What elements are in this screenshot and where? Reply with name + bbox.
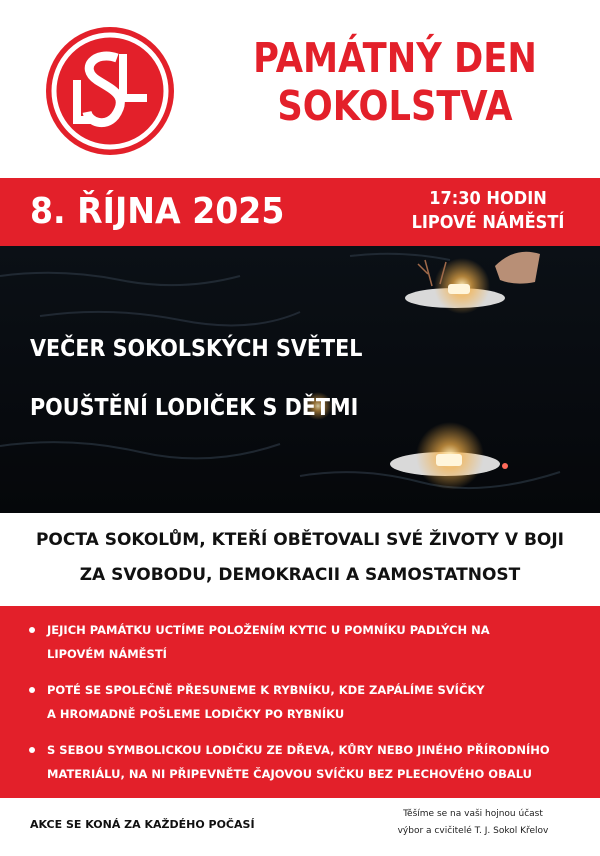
event-time: 17:30 HODIN: [429, 188, 547, 209]
title-line-2: SOKOLSTVA: [277, 82, 513, 130]
date-band: [0, 178, 600, 246]
list-item-line-1: POTÉ SE SPOLEČNĚ PŘESUNEME K RYBNÍKU, KDE ZAPÁLÍME SVÍČKY: [47, 683, 485, 697]
bullet-icon: [29, 747, 35, 753]
sokol-logo: [43, 24, 177, 158]
weather-note: AKCE SE KONÁ ZA KAŽDÉHO POČASÍ: [30, 818, 255, 831]
list-item-line-1: S SEBOU SYMBOLICKOU LODIČKU ZE DŘEVA, KŮRY NEBO JINÉHO PŘÍRODNÍHO: [47, 743, 550, 757]
banner-line-2: POUŠTĚNÍ LODIČEK S DĚTMI: [30, 395, 359, 421]
candle-boat-photo: [0, 246, 600, 513]
list-item-line-1: JEJICH PAMÁTKU UCTÍME POLOŽENÍM KYTIC U POMNÍKU PADLÝCH NA: [47, 623, 490, 637]
list-item-line-2: A HROMADNĚ POŠLEME LODIČKY PO RYBNÍKU: [47, 707, 345, 721]
thanks-line-2: výbor a cvičitelé T. J. Sokol Křelov: [397, 826, 549, 836]
list-item-line-2: LIPOVÉM NÁMĚSTÍ: [47, 647, 167, 661]
bullet-icon: [29, 627, 35, 633]
title-line-1: PAMÁTNÝ DEN: [253, 34, 537, 82]
program-list: [0, 606, 600, 798]
list-item-line-2: MATERIÁLU, NA NI PŘIPEVNĚTE ČAJOVOU SVÍČKU BEZ PLECHOVÉHO OBALU: [47, 767, 532, 781]
tribute-line-1: POCTA SOKOLŮM, KTEŘÍ OBĚTOVALI SVÉ ŽIVOTY V BOJI: [35, 530, 565, 550]
thanks-line-1: Těšíme se na vaši hojnou účast: [403, 809, 543, 819]
bullet-icon: [29, 687, 35, 693]
poster-footer: [0, 798, 600, 856]
poster-header: [0, 0, 600, 178]
photo-illustration: [0, 246, 600, 513]
page-title: [240, 34, 550, 130]
banner-line-1: VEČER SOKOLSKÝCH SVĚTEL: [30, 336, 363, 362]
organizer-note: [368, 806, 578, 840]
event-time-place: [398, 187, 578, 235]
event-place: LIPOVÉ NÁMĚSTÍ: [411, 212, 565, 233]
tribute-line-2: ZA SVOBODU, DEMOKRACII A SAMOSTATNOST: [79, 565, 521, 585]
tribute-section: [0, 513, 600, 606]
event-date: 8. ŘÍJNA 2025: [30, 191, 285, 232]
